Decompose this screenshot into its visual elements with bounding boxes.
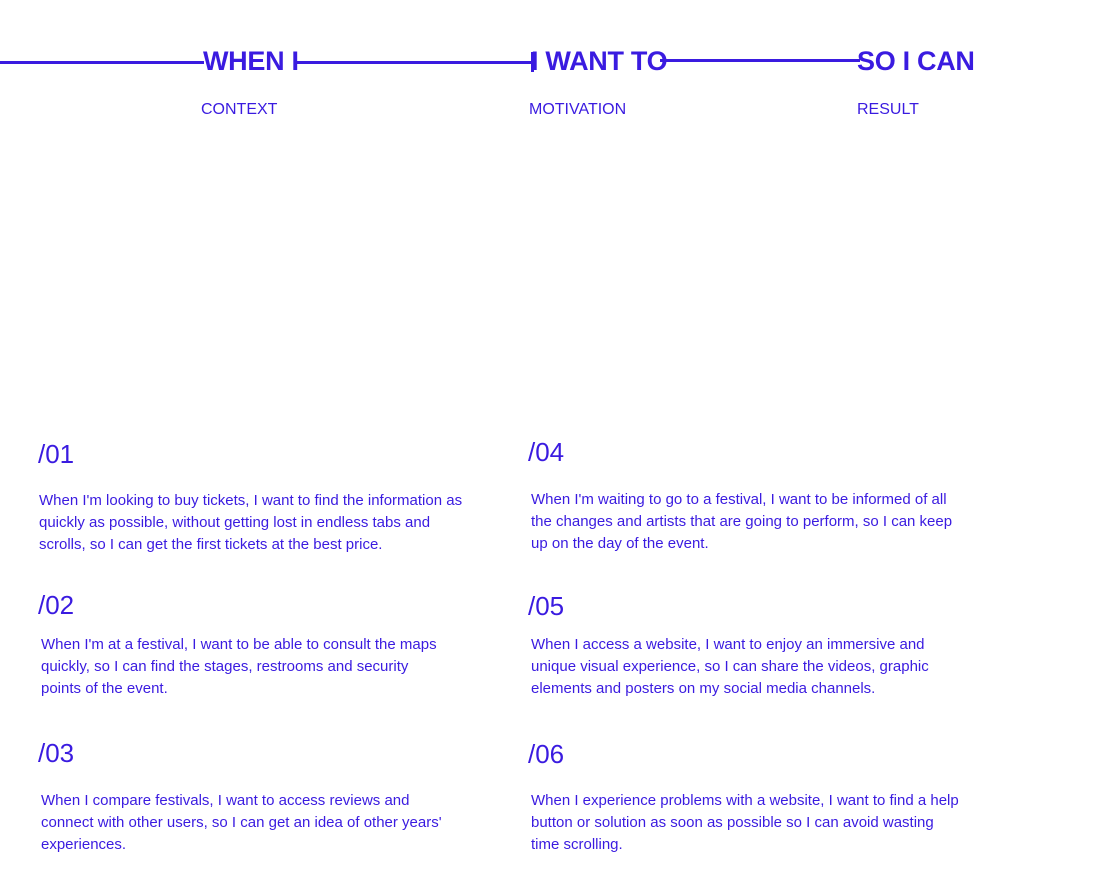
label-motivation: MOTIVATION [529,101,627,118]
timeline-line-right [660,59,860,62]
timeline-line-middle [296,61,534,64]
story-number-03: /03 [38,738,75,768]
story-text-06: When I experience problems with a website, I want to find a help button or solution as soon as possible so I can avoid wasting time scrolling. [531,792,959,853]
heading-when-i: WHEN I [203,46,299,76]
story-text-03: When I compare festivals, I want to access reviews and connect with other users, so I can get an idea of other years' experiences. [41,792,442,853]
story-number-06: /06 [528,739,565,769]
story-text-04: When I'm waiting to go to a festival, I want to be informed of all the changes and artists that are going to perform, so I can keep up on the day of the event. [531,491,953,552]
story-text-02: When I'm at a festival, I want to be able to consult the maps quickly, so I can find the stages, restrooms and security points of the event. [41,636,437,697]
story-text-05: When I access a website, I want to enjoy an immersive and unique visual experience, so I can share the videos, graphic elements and posters on my social media channels. [531,636,929,697]
label-result: RESULT [857,101,919,118]
story-text-01: When I'm looking to buy tickets, I want to find the information as quickly as possible, without getting lost in endless tabs and scrolls, so I can get the first tickets at the best price. [39,492,463,553]
heading-i-want-to: I WANT TO [531,46,668,76]
heading-so-i-can: SO I CAN [857,46,975,76]
label-context: CONTEXT [201,101,278,118]
timeline-line-left [0,61,204,64]
story-number-05: /05 [528,591,565,621]
story-number-02: /02 [38,590,75,620]
story-number-04: /04 [528,437,565,467]
story-number-01: /01 [38,439,75,469]
